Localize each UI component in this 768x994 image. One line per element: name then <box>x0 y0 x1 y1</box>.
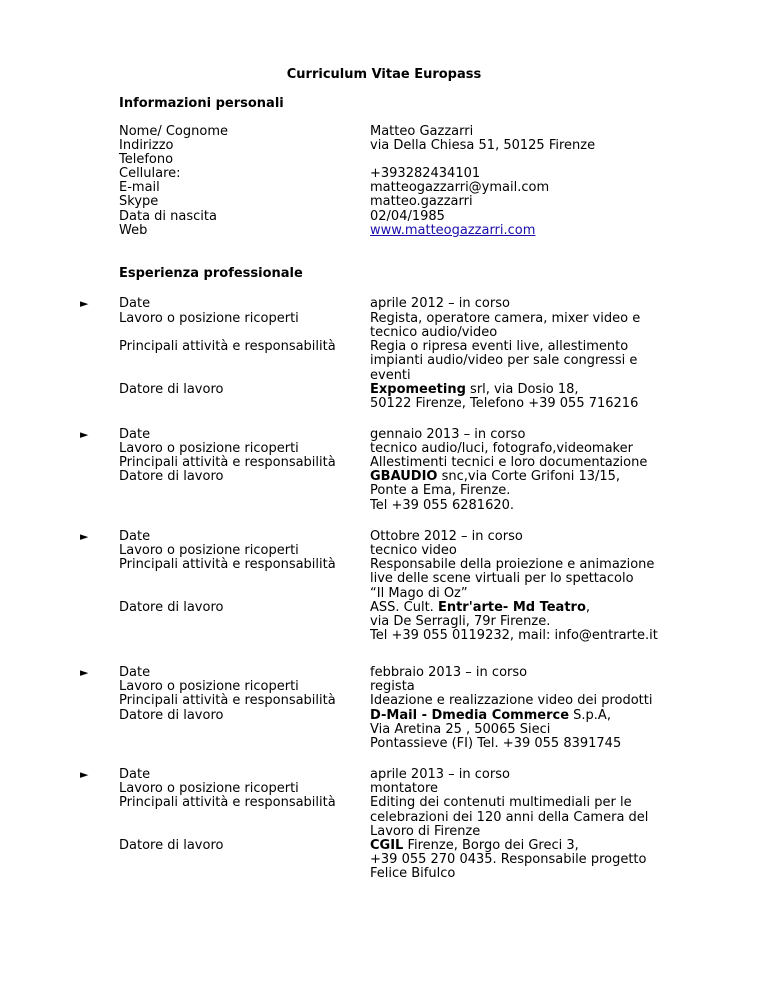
bullet-icon: ► <box>80 768 89 781</box>
employer-detail: , <box>585 600 591 615</box>
label-employer: Datore di lavoro <box>119 708 224 723</box>
entry-employer-line: Tel +39 055 6281620. <box>370 498 515 513</box>
entry-activities-line: “Il Mago di Oz” <box>370 586 468 601</box>
entry-position-line: tecnico audio/video <box>370 325 498 340</box>
personal-info-heading: Informazioni personali <box>119 96 284 111</box>
label-mobile: Cellulare: <box>119 166 181 181</box>
entry-employer-line: Ponte a Ema, Firenze. <box>370 483 511 498</box>
label-position: Lavoro o posizione ricoperti <box>119 441 299 456</box>
bullet-icon: ► <box>80 428 89 441</box>
entry-date: gennaio 2013 – in corso <box>370 427 526 442</box>
entry-employer-line: +39 055 270 0435. Responsabile progetto <box>370 852 647 867</box>
entry-date: aprile 2012 – in corso <box>370 296 510 311</box>
employer-name: Entr'arte- Md Teatro <box>437 600 586 615</box>
value-birth-date: 02/04/1985 <box>370 209 445 224</box>
website-link[interactable]: www.matteogazzarri.com <box>370 223 536 238</box>
document-title: Curriculum Vitae Europass <box>286 67 482 82</box>
employer-name: D-Mail - Dmedia Commerce <box>370 708 570 723</box>
label-position: Lavoro o posizione ricoperti <box>119 543 299 558</box>
label-employer: Datore di lavoro <box>119 838 224 853</box>
label-date: Date <box>119 767 151 782</box>
entry-employer-line: Tel +39 055 0119232, mail: info@entrarte.it <box>370 628 658 643</box>
entry-date: Ottobre 2012 – in corso <box>370 529 523 544</box>
employer-detail: Firenze, Borgo dei Greci 3, <box>403 838 579 853</box>
label-skype: Skype <box>119 194 159 209</box>
employer-prefix: ASS. Cult. <box>370 600 438 615</box>
bullet-icon: ► <box>80 666 89 679</box>
entry-date: aprile 2013 – in corso <box>370 767 510 782</box>
entry-activities-line: celebrazioni dei 120 anni della Camera del <box>370 810 649 825</box>
entry-activities-line: Ideazione e realizzazione video dei prodotti <box>370 693 653 708</box>
entry-position-line: montatore <box>370 781 439 796</box>
label-activities: Principali attività e responsabilità <box>119 693 336 708</box>
employer-detail: S.p.A, <box>569 708 611 723</box>
label-date: Date <box>119 529 151 544</box>
employer-name: CGIL <box>370 838 404 853</box>
label-web: Web <box>119 223 148 238</box>
bullet-icon: ► <box>80 297 89 310</box>
entry-position-line: tecnico video <box>370 543 457 558</box>
label-email: E-mail <box>119 180 160 195</box>
value-name: Matteo Gazzarri <box>370 124 474 139</box>
label-position: Lavoro o posizione ricoperti <box>119 781 299 796</box>
entry-activities-line: impianti audio/video per sale congressi e <box>370 353 638 368</box>
label-activities: Principali attività e responsabilità <box>119 455 336 470</box>
entry-position-line: regista <box>370 679 415 694</box>
label-employer: Datore di lavoro <box>119 600 224 615</box>
entry-employer-line: 50122 Firenze, Telefono +39 055 716216 <box>370 396 639 411</box>
entry-activities-line: Regia o ripresa eventi live, allestimento <box>370 339 629 354</box>
label-name: Nome/ Cognome <box>119 124 228 139</box>
label-activities: Principali attività e responsabilità <box>119 795 336 810</box>
entry-position-line: Regista, operatore camera, mixer video e <box>370 311 641 326</box>
value-email: matteogazzarri@ymail.com <box>370 180 550 195</box>
entry-activities-line: live delle scene virtuali per lo spettacolo <box>370 571 634 586</box>
entry-activities-line: eventi <box>370 368 411 383</box>
label-employer: Datore di lavoro <box>119 469 224 484</box>
entry-activities-line: Lavoro di Firenze <box>370 824 481 839</box>
entry-date: febbraio 2013 – in corso <box>370 665 528 680</box>
employer-name: Expomeeting <box>370 382 466 397</box>
label-birth-date: Data di nascita <box>119 209 217 224</box>
employer-detail: snc,via Corte Grifoni 13/15, <box>437 469 621 484</box>
label-position: Lavoro o posizione ricoperti <box>119 311 299 326</box>
value-mobile: +393282434101 <box>370 166 481 181</box>
entry-activities-line: Allestimenti tecnici e loro documentazione <box>370 455 648 470</box>
label-date: Date <box>119 665 151 680</box>
entry-position-line: tecnico audio/luci, fotografo,videomaker <box>370 441 633 456</box>
experience-heading: Esperienza professionale <box>119 266 303 281</box>
value-skype: matteo.gazzarri <box>370 194 473 209</box>
entry-activities-line: Editing dei contenuti multimediali per le <box>370 795 632 810</box>
label-date: Date <box>119 296 151 311</box>
label-phone: Telefono <box>119 152 174 167</box>
entry-employer-line: Pontassieve (FI) Tel. +39 055 8391745 <box>370 736 622 751</box>
entry-employer-line: Via Aretina 25 , 50065 Sieci <box>370 722 551 737</box>
label-activities: Principali attività e responsabilità <box>119 557 336 572</box>
bullet-icon: ► <box>80 530 89 543</box>
label-activities: Principali attività e responsabilità <box>119 339 336 354</box>
entry-activities-line: Responsabile della proiezione e animazione <box>370 557 655 572</box>
entry-employer-line: Felice Bifulco <box>370 866 456 881</box>
label-address: Indirizzo <box>119 138 174 153</box>
label-date: Date <box>119 427 151 442</box>
label-position: Lavoro o posizione ricoperti <box>119 679 299 694</box>
label-employer: Datore di lavoro <box>119 382 224 397</box>
employer-detail: srl, via Dosio 18, <box>465 382 579 397</box>
value-address: via Della Chiesa 51, 50125 Firenze <box>370 138 596 153</box>
employer-name: GBAUDIO <box>370 469 438 484</box>
entry-employer-line: via De Serragli, 79r Firenze. <box>370 614 551 629</box>
